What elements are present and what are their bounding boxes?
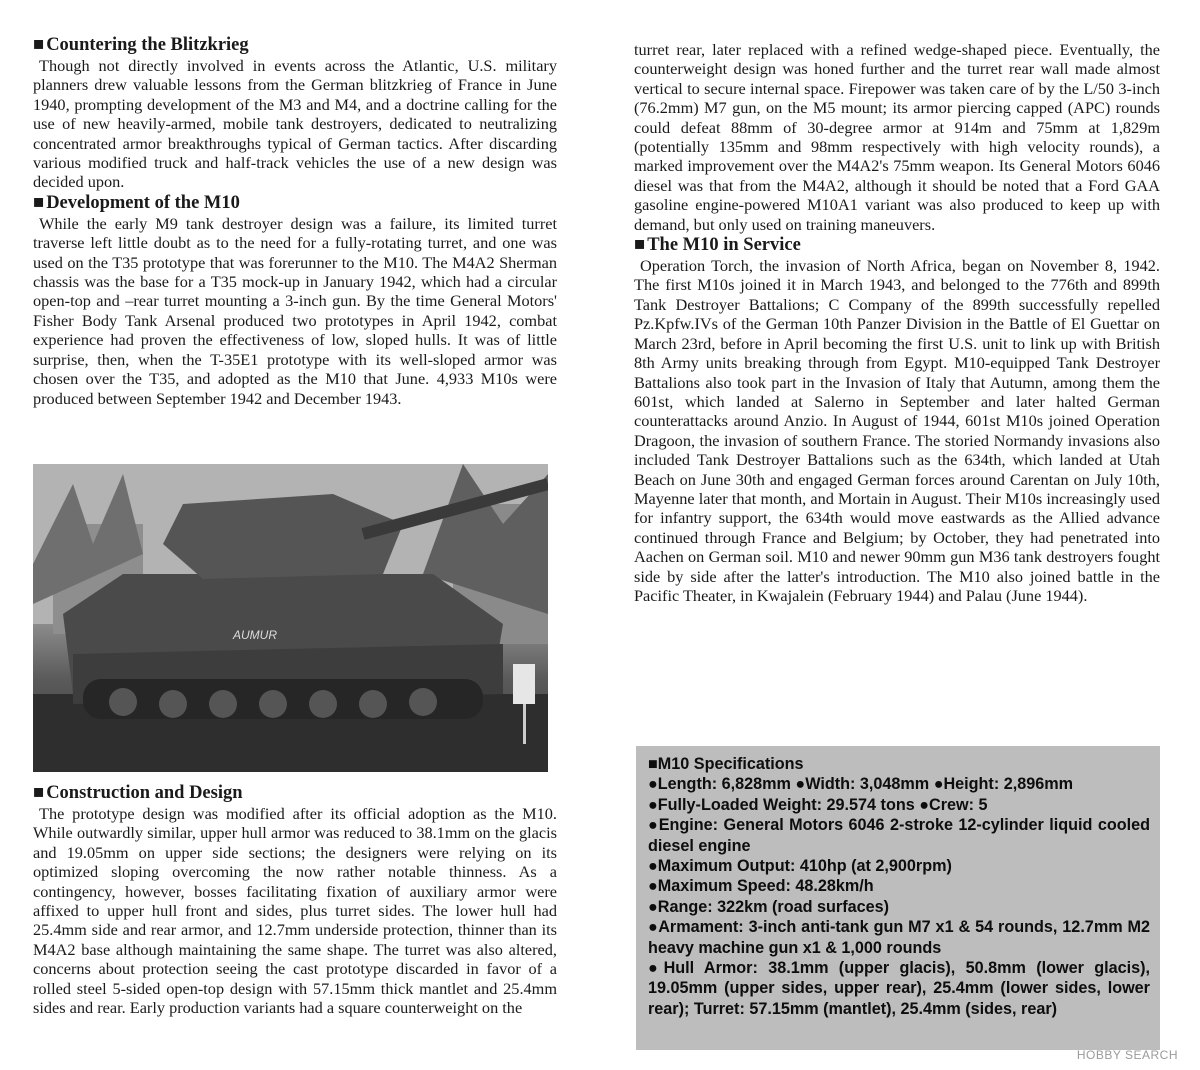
specifications-title: ■ M10 Specifications [648, 754, 1150, 774]
spec-output: ● Maximum Output: 410hp (at 2,900rpm) [648, 856, 1150, 876]
spec-length: ● Length: 6,828mm [648, 775, 791, 793]
section-heading: ■ Development of the M10 [33, 192, 557, 214]
section-blitzkrieg [33, 34, 557, 192]
spec-row-weight [648, 795, 1150, 815]
section-body: The prototype design was modified after its official adoption as the M10. While outwardly similar, upper hull armor was reduced to 38.1mm on the glacis and 19.05mm on upper side sections; the designers were relying on its optimized sloping overcoming the now rather notable thinness. As a contingency, however, bosses facilitating fixation of auxiliary armor were affixed to upper hull front and sides, plus turret sides. The lower hull had 25.4mm side and rear armor, and 12.7mm underside protection, thinner than its M4A2 base although maintaining the same shape. The turret was also altered, concerns about protection seeing the cast prototype discarded in favor of a rolled steel 5-sided open-top design with 57.15mm thick mantlet and 25.4mm sides and rear. Early production variants had a square counterweight on the [33, 804, 557, 1018]
spec-speed: ● Maximum Speed: 48.28km/h [648, 876, 1150, 896]
spec-crew: ● Crew: 5 [919, 796, 987, 814]
spec-weight: ● Fully-Loaded Weight: 29.574 tons [648, 796, 915, 814]
section-heading: ■ The M10 in Service [634, 234, 1160, 256]
section-body: Though not directly involved in events across the Atlantic, U.S. military planners drew valuable lessons from the German blitzkrieg of France in June 1940, prompting development of the M3 and M4, and a doctrine calling for the use of new heavily-armed, mobile tank destroyers, dedicated to neutralizing concentrated armor breakthroughs typical of German tactics. After discarding various modified truck and half-track vehicles the use of a new design was decided upon. [33, 56, 557, 192]
spec-range: ● Range: 322km (road surfaces) [648, 897, 1150, 917]
right-column [634, 40, 1160, 605]
specifications-box [636, 746, 1160, 1050]
section-service [634, 234, 1160, 605]
spec-row-dimensions [648, 774, 1150, 794]
m10-tank-photo [33, 464, 548, 772]
section-body-continued: turret rear, later replaced with a refined wedge-shaped piece. Eventually, the counterweight design was honed further and the turret rear wall made almost vertical to secure internal space. Firepower was taken care of by the L/50 3-inch (76.2mm) M7 gun, on the M5 mount; its armor piercing capped (APC) rounds could defeat 88mm of 30-degree armor at 914m and 75mm at 1,829m (potentially 135mm and 98mm respectively with high velocity rounds), a marked improvement over the M4A2's 75mm weapon. Its General Motors 6046 diesel was that from the M4A2, although it should be noted that a Ford GAA gasoline engine-powered M10A1 variant was also produced to keep up with demand, but only used on training maneuvers. [634, 40, 1160, 234]
section-heading: ■ Construction and Design [33, 782, 557, 804]
watermark: HOBBY SEARCH [1076, 1048, 1178, 1062]
spec-armament: ● Armament: 3-inch anti-tank gun M7 x1 & 54 rounds, 12.7mm M2 heavy machine gun x1 & 1,000 rounds [648, 917, 1150, 958]
spec-height: ● Height: 2,896mm [934, 775, 1073, 793]
section-heading: ■ Countering the Blitzkrieg [33, 34, 557, 56]
section-body: Operation Torch, the invasion of North Africa, began on November 8, 1942. The first M10s joined it in March 1943, and belonged to the 776th and 899th Tank Destroyer Battalions; C Company of the 899th successfully repelled Pz.Kpfw.IVs of the German 10th Panzer Division in the Battle of El Guettar on March 23rd, before in April becoming the first U.S. unit to link up with British 8th Army units breaking through from Egypt. M10-equipped Tank Destroyer Battalions also took part in the Invasion of Italy that Autumn, among them the 601st, which landed at Salerno in September and later halted German counterattacks around Anzio. In August of 1944, 601st M10s joined Operation Dragoon, the invasion of southern France. The storied Normandy invasions also included Tank Destroyer Battalions such as the 634th, which landed at Utah Beach on June 30th and engaged German forces around Carentan on July 10th, Mayenne later that month, and Mortain in August. Their M10s increasingly used for infantry support, the 634th would move eastwards as the Allied advance continued through France and Belgium; by October, they had penetrated into Aachen on German soil. M10 and newer 90mm gun M36 tank destroyers fought side by side after the latter's introduction. The M10 also joined battle in the Pacific Theater, in Kwajalein (February 1944) and Palau (June 1944). [634, 256, 1160, 605]
spec-armor: ● Hull Armor: 38.1mm (upper glacis), 50.8mm (lower glacis), 19.05mm (upper sides, upper rear), 25.4mm (lower sides, lower rear); Turret: 57.15mm (mantlet), 25.4mm (sides, rear) [648, 958, 1150, 1019]
section-development [33, 192, 557, 408]
spec-engine: ● Engine: General Motors 6046 2-stroke 12-cylinder liquid cooled diesel engine [648, 815, 1150, 856]
left-column [33, 34, 557, 408]
hull-marking-text: AUMUR [233, 628, 277, 642]
section-construction [33, 782, 557, 1017]
tank-illustration [33, 464, 548, 772]
section-body: While the early M9 tank destroyer design was a failure, its limited turret traverse left little doubt as to the need for a fully-rotating turret, and one was used on the T35 prototype that was forerunner to the M10. The M4A2 Sherman chassis was the base for a T35 mock-up in January 1942, which had a circular open-top and –rear turret mounting a 3-inch gun. By the time General Motors' Fisher Body Tank Arsenal produced two prototypes in April 1942, combat experience had proven the effectiveness of low, sloped hulls. It was of little surprise, then, when the T-35E1 prototype with its well-sloped armor was chosen over the T35, and adopted as the M10 that June. 4,933 M10s were produced between September 1942 and December 1943. [33, 213, 557, 408]
spec-width: ● Width: 3,048mm [795, 775, 929, 793]
